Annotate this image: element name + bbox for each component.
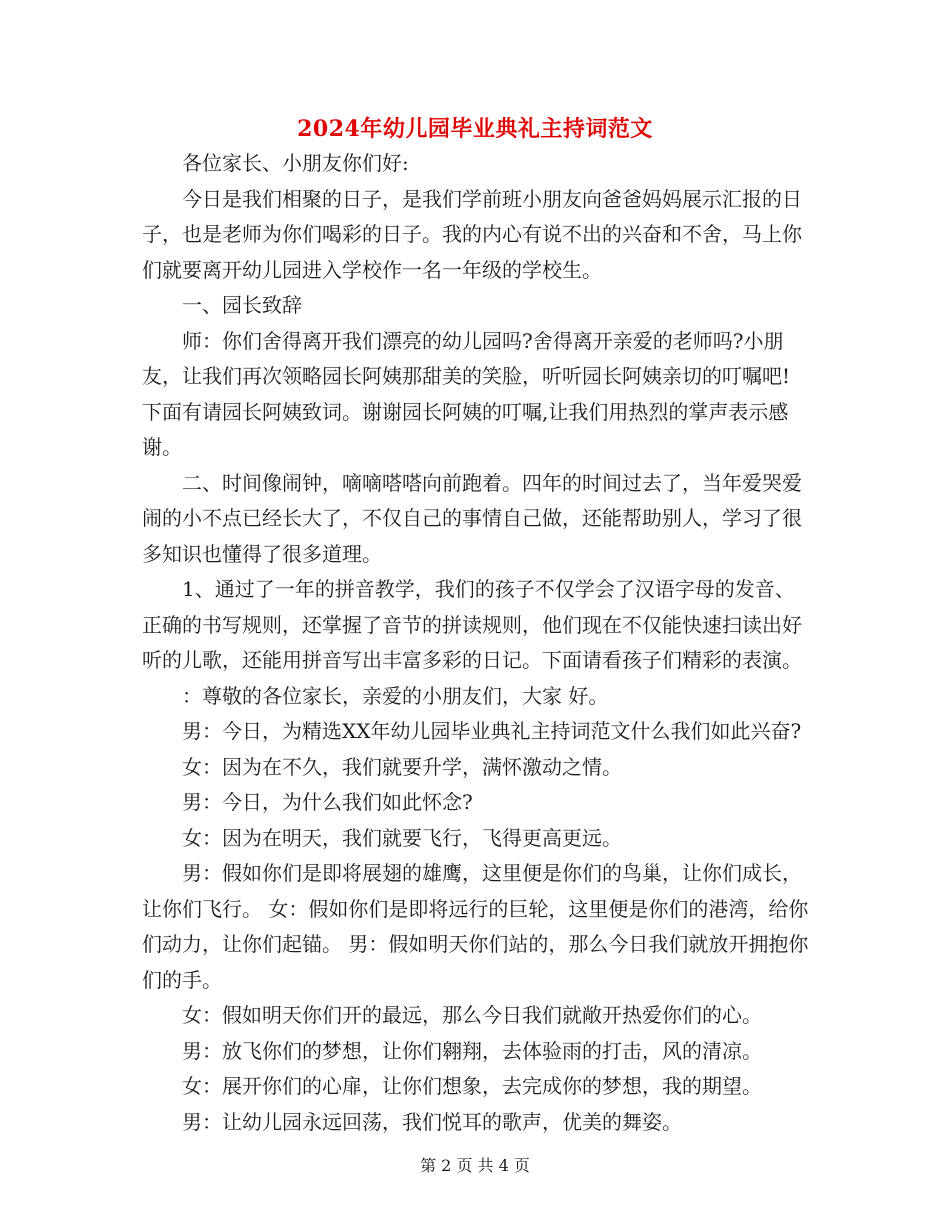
page-number-footer: 第 2 页 共 4 页 xyxy=(420,1156,530,1175)
dialogue-line: 男：让幼儿园永远回荡，我们悦耳的歌声，优美的舞姿。 xyxy=(182,1109,682,1134)
dialogue-line: 女：因为在明天，我们就要飞行，飞得更高更远。 xyxy=(182,825,622,850)
paragraph-greeting: 各位家长、小朋友你们好: xyxy=(182,151,409,175)
dialogue-line: 女：假如明天你们开的最远，那么今日我们就敞开热爱你们的心。 xyxy=(182,1003,762,1027)
paragraph-welcome: ：尊敬的各位家长，亲爱的小朋友们，大家 好。 xyxy=(182,683,609,708)
paragraph-intro: 今日是我们相聚的日子，是我们学前班小朋友向爸爸妈妈展示汇报的日子，也是老师为你们喝彩的日子。我的内心有说不出的兴奋和不舍，马上你们就要离开幼儿园进入学校作一名一年级的学校生。 xyxy=(142,186,802,282)
dialogue-line: 女：因为在不久，我们就要升学，满怀激动之情。 xyxy=(182,754,622,779)
section-heading-time: 二、时间像闹钟，嘀嘀嗒嗒向前跑着。四年的时间过去了，当年爱哭爱闹的小不点已经长大了，不仅自己的事情自己做，还能帮助别人，学习了很多知识也懂得了很多道理。 xyxy=(142,470,802,566)
dialogue-line: 男：今日，为精选XX年幼儿园毕业典礼主持词范文什么我们如此兴奋? xyxy=(182,719,802,743)
paragraph-pinyin: 1、通过了一年的拼音教学，我们的孩子不仅学会了汉语字母的发音、正确的书写规则，还掌握了音节的拼读规则，他们现在不仅能快速扫读出好听的儿歌，还能用拼音写出丰富多彩的日记。下面请看孩子们精彩的表演。 xyxy=(142,577,802,672)
dialogue-line: 男：今日，为什么我们如此怀念? xyxy=(182,790,473,814)
section-heading-principal-speech: 一、园长致辞 xyxy=(182,293,302,317)
document-title: 2024年幼儿园毕业典礼主持词范文 xyxy=(297,116,653,142)
dialogue-line: 女：展开你们的心扉，让你们想象，去完成你的梦想，我的期望。 xyxy=(182,1074,762,1098)
document-body xyxy=(142,146,810,1140)
paragraph-teacher: 师：你们舍得离开我们漂亮的幼儿园吗?舍得离开亲爱的老师吗?小朋友，让我们再次领略园长阿姨那甜美的笑脸，听听园长阿姨亲切的叮嘱吧!下面有请园长阿姨致词。谢谢园长阿姨的叮嘱,让我们用热烈的掌声表示感谢。 xyxy=(142,328,791,459)
dialogue-line: 男：假如你们是即将展翅的雄鹰，这里便是你们的鸟巢，让你们成长，让你们飞行。 女：假如你们是即将远行的巨轮，这里便是你们的港湾，给你们动力，让你们起锚。 男：假如明天你们站的，那么今日我们就放开拥抱你们的手。 xyxy=(142,861,809,992)
dialogue-line: 男：放飞你们的梦想，让你们翱翔，去体验雨的打击，风的清凉。 xyxy=(182,1038,762,1063)
